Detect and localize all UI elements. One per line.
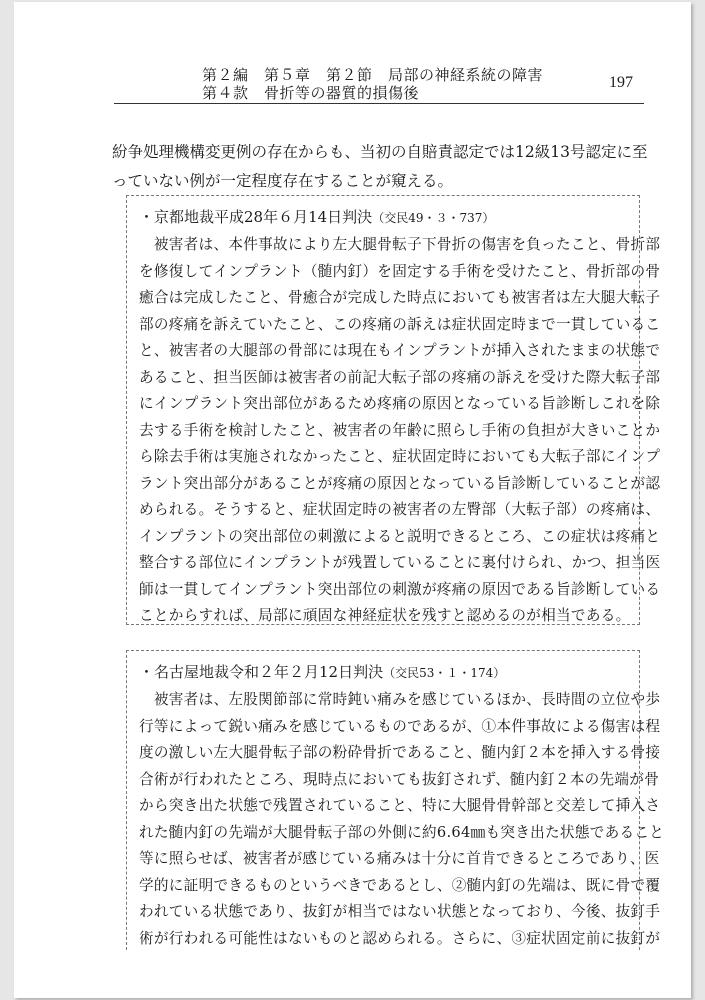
case-line: あること、担当医師は被害者の前記大転子部の疼痛の訴えを受けた際大転子部 <box>139 368 661 386</box>
case-line: 学的に証明できるものというべきであるとし、②髄内釘の先端は、既に骨で覆 <box>139 876 661 894</box>
case-line: を修復してインプラント（髄内釘）を固定する手術を受けたこと、骨折部の骨 <box>139 262 661 280</box>
case-line: 術が行われる可能性はないものと認められる。さらに、③症状固定前に抜釘が <box>139 929 661 947</box>
case-title <box>139 659 629 687</box>
case-box-kyoto <box>126 195 661 625</box>
running-header <box>202 66 543 102</box>
header-chapter-line: 第２編 第５章 第２節 局部の神経系統の障害 <box>202 66 544 84</box>
case-line: にインプラント突出部位があるため疼痛の原因となっている旨診断しこれを除 <box>139 395 661 412</box>
case-line: 整合する部位にインプラントが残置していることに裏付けられ、かつ、担当医 <box>139 554 661 571</box>
case-line: 行等によって鋭い痛みを感じているものであるが、①本件事故による傷害は程 <box>139 717 661 735</box>
case-citation: （交民53・１・174） <box>383 666 506 680</box>
intro-paragraph <box>112 138 654 196</box>
case-line: 部の疼痛を訴えていたこと、この疼痛の訴えは症状固定時まで一貫しているこ <box>139 315 661 333</box>
case-line: 癒合は完成したこと、骨癒合が完成した時点においても被害者は左大腿大転子 <box>139 289 661 306</box>
case-line: インプラントの突出部位の刺激によると説明できるところ、この症状は疼痛と <box>139 527 661 545</box>
case-line: ことからすれば、局部に頑固な神経症状を残すと認めるのが相当である。 <box>139 607 631 624</box>
case-line: と、被害者の大腿部の骨部には現在もインプラントが挿入されたままの状態で <box>139 342 661 359</box>
case-line: ら除去手術は実施されなかったこと、症状固定時においても大転子部にインプ <box>139 448 661 465</box>
intro-line: 紛争処理機構変更例の存在からも、当初の自賠責認定では12級13号認定に至 <box>112 143 648 161</box>
header-rule <box>114 103 644 104</box>
case-line: められる。そうすると、症状固定時の被害者の左臀部（大転子部）の疼痛は、 <box>139 501 661 518</box>
case-line: われている状態であり、抜釘が相当ではない状態となっており、今後、抜釘手 <box>139 903 661 920</box>
case-title-text: ・名古屋地裁令和２年２月12日判決 <box>139 663 384 681</box>
case-title <box>139 204 629 232</box>
case-line: 等に照らせば、被害者が感じている痛みは十分に首肯できるところであり、医 <box>139 850 660 867</box>
case-line: ラント突出部分があることが疼痛の原因となっている旨診断していることが認 <box>139 474 661 492</box>
case-line: 合術が行われたところ、現時点においても抜釘されず、髄内釘２本の先端が骨 <box>139 770 660 788</box>
case-line: 被害者は、左股関節部に常時鈍い痛みを感じているほか、長時間の立位や歩 <box>139 691 661 708</box>
case-title-text: ・京都地裁平成28年６月14日判決 <box>139 208 373 226</box>
case-line: 師は一貫してインプラント突出部位の刺激が疼痛の原因である旨診断している <box>139 580 661 598</box>
case-body <box>139 232 661 630</box>
case-box-nagoya <box>126 650 665 950</box>
case-line: れた髄内釘の先端が大腿骨転子部の外側に約6.64㎜も突き出た状態であること <box>139 823 665 841</box>
case-body <box>139 687 665 952</box>
case-line: 被害者は、本件事故により左大腿骨転子下骨折の傷害を負ったこと、骨折部 <box>139 236 661 253</box>
case-citation: （交民49・３・737） <box>372 211 495 225</box>
document-page <box>14 2 691 998</box>
page-number: 197 <box>609 74 633 91</box>
case-line: 度の激しい左大腿骨転子部の粉砕骨折であること、髄内釘２本を挿入する骨接 <box>139 744 661 761</box>
case-line: から突き出た状態で残置されていること、特に大腿骨骨幹部と交差して挿入さ <box>139 797 661 814</box>
case-line: 去する手術を検討したこと、被害者の年齢に照らし手術の負担が大きいことか <box>139 421 661 439</box>
header-section-line: 第４款 骨折等の器質的損傷後 <box>202 84 420 102</box>
intro-line: っていない例が一定程度存在することが窺える。 <box>112 172 454 190</box>
